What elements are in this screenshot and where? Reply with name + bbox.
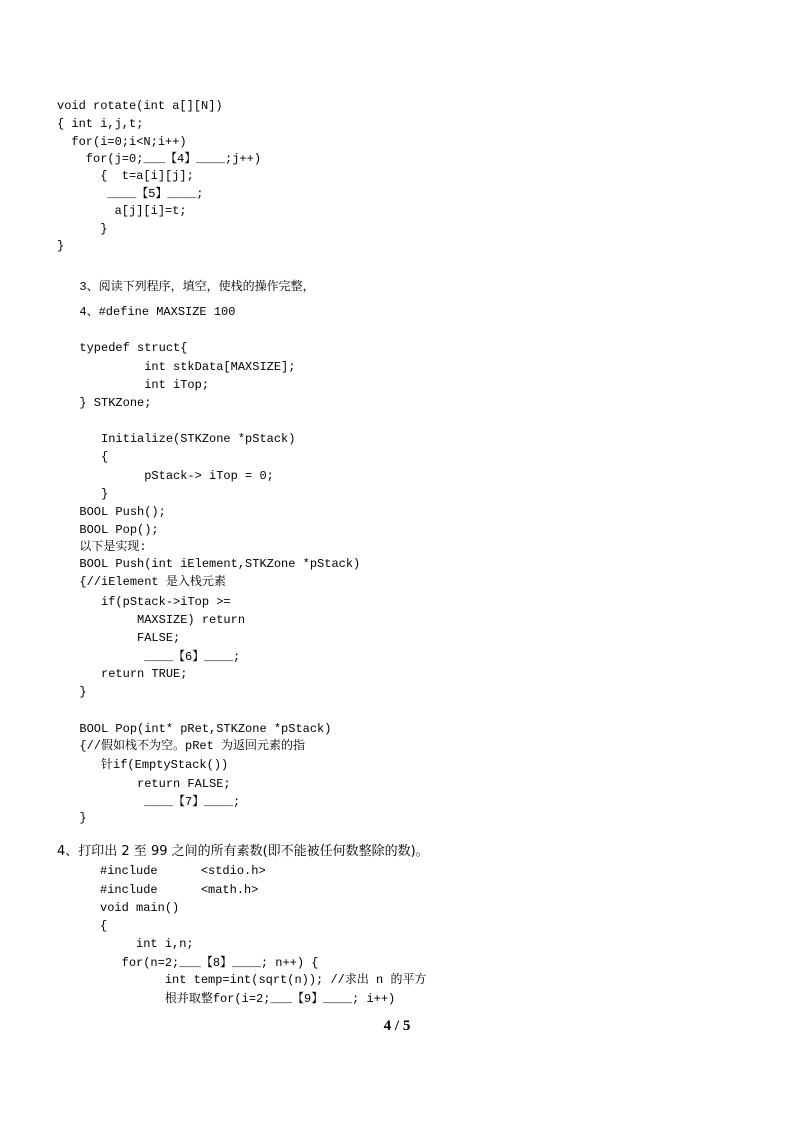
code-line: #include <stdio.h> <box>28 864 266 878</box>
code-line: } <box>57 239 65 253</box>
code-line: int temp=int(sqrt(n)); //求出 n 的平方 <box>28 973 427 987</box>
code-line: int i,n; <box>28 937 194 951</box>
code-line: 针if(EmptyStack()) <box>29 758 229 772</box>
code-line: } <box>29 811 87 825</box>
code-line: return FALSE; <box>29 777 231 791</box>
code-line: { <box>29 450 109 464</box>
code-line: BOOL Push(); <box>29 505 166 519</box>
code-line: BOOL Pop(); <box>29 523 159 537</box>
code-line: ____【5】____; <box>57 187 204 201</box>
code-line: for(j=0;___【4】____;j++) <box>57 152 262 166</box>
code-line: } <box>57 222 108 236</box>
code-line: { t=a[i][j]; <box>57 169 194 183</box>
code-line: {//假如栈不为空。pRet 为返回元素的指 <box>29 739 306 753</box>
code-line: { int i,j,t; <box>57 117 144 131</box>
code-line: typedef struct{ <box>29 341 188 355</box>
code-line: FALSE; <box>29 631 181 645</box>
code-line: void rotate(int a[][N]) <box>57 99 223 113</box>
code-line: 4、#define MAXSIZE 100 <box>29 305 236 319</box>
code-line: } STKZone; <box>29 396 152 410</box>
code-line: } <box>29 685 87 699</box>
code-line: {//iElement 是入栈元素 <box>29 575 226 589</box>
code-line: 以下是实现: <box>29 540 147 554</box>
code-line: 根并取整for(i=2;___【9】____; i++) <box>28 992 396 1006</box>
code-line: if(pStack->iTop >= <box>29 595 231 609</box>
code-line: } <box>29 487 109 501</box>
code-line: #include <math.h> <box>28 883 259 897</box>
code-line: Initialize(STKZone *pStack) <box>29 432 296 446</box>
code-line: void main() <box>28 901 180 915</box>
code-line: ____【6】____; <box>29 650 241 664</box>
code-line: int stkData[MAXSIZE]; <box>29 360 296 374</box>
code-line: int iTop; <box>29 378 210 392</box>
code-line: for(n=2;___【8】____; n++) { <box>28 956 319 970</box>
code-line: MAXSIZE) return <box>29 613 246 627</box>
code-line: BOOL Push(int iElement,STKZone *pStack) <box>29 557 361 571</box>
code-line: return TRUE; <box>29 667 188 681</box>
code-line: ____【7】____; <box>29 795 241 809</box>
code-line: for(i=0;i<N;i++) <box>57 135 187 149</box>
question-heading: 4、打印出 2 至 99 之间的所有素数(即不能被任何数整除的数)。 <box>57 844 429 859</box>
page-number: 4 / 5 <box>383 1018 411 1034</box>
code-line: pStack-> iTop = 0; <box>29 469 274 483</box>
code-line: BOOL Pop(int* pRet,STKZone *pStack) <box>29 722 332 736</box>
code-line: { <box>28 919 108 933</box>
question-heading: 3、阅读下列程序，填空，使栈的操作完整， <box>29 280 315 294</box>
code-line: a[j][i]=t; <box>57 204 187 218</box>
